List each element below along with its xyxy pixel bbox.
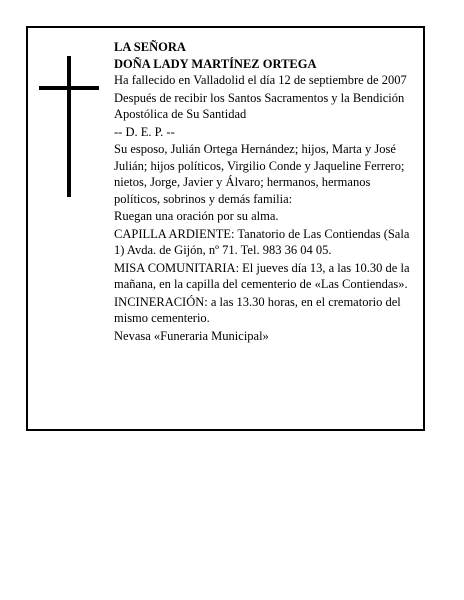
funeral-chapel-info: CAPILLA ARDIENTE: Tanatorio de Las Contiendas (Sala 1) Avda. de Gijón, nº 71. Tel. 983 36 04 05. — [114, 226, 410, 257]
cross-icon — [67, 56, 71, 197]
mass-info: MISA COMUNITARIA: El jueves día 13, a las 10.30 de la mañana, en la capilla del cementerio de «Las Contiendas». — [114, 260, 410, 291]
prayer-request: Ruegan una oración por su alma. — [114, 209, 279, 223]
deceased-title: LA SEÑORA — [114, 40, 186, 54]
sacraments-text: Después de recibir los Santos Sacramentos y la Bendición Apostólica de Su Santidad — [114, 90, 405, 121]
family-list: Su esposo, Julián Ortega Hernández; hijos, Marta y José Julián; hijos políticos, Virgilio Conde y Jaqueline Ferrero; nietos, Jorge, Javier y Álvaro; hermanos, hermanos políticos, sobrinos y demás familia: — [114, 142, 405, 206]
deceased-name: DOÑA LADY MARTÍNEZ ORTEGA — [114, 56, 317, 71]
funeral-home: Nevasa «Funeraria Municipal» — [114, 328, 269, 343]
obituary-text — [114, 39, 414, 345]
cremation-info: INCINERACIÓN: a las 13.30 horas, en el crematorio del mismo cementerio. — [114, 294, 401, 325]
rip-text: -- D. E. P. -- — [114, 124, 175, 139]
obituary-notice — [26, 26, 425, 431]
death-announcement: Ha fallecido en Valladolid el día 12 de septiembre de 2007 — [114, 73, 407, 87]
cross-icon-bar — [39, 86, 99, 90]
